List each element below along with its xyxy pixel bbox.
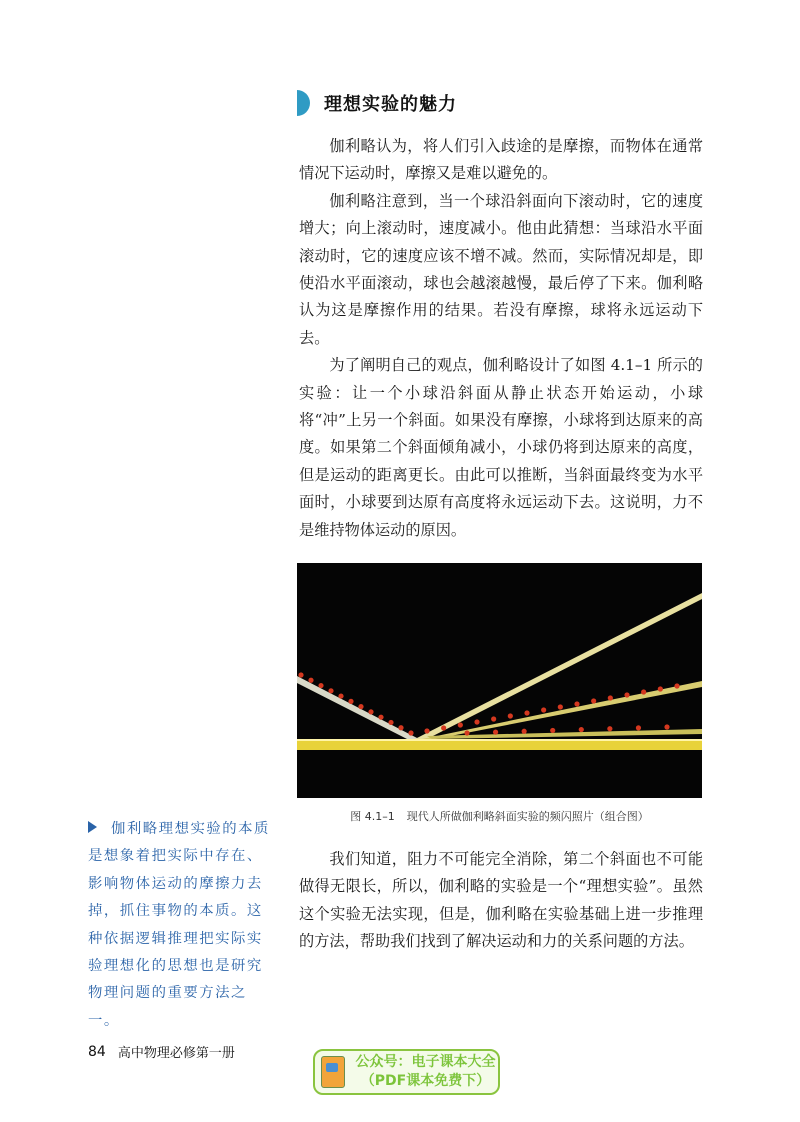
body-text-bottom (299, 846, 703, 956)
strobe-ball (464, 730, 469, 735)
strobe-ball (388, 720, 393, 725)
strobe-ball (674, 683, 679, 688)
strobe-ball (550, 728, 555, 733)
strobe-ball (308, 678, 313, 683)
strobe-ball (378, 715, 383, 720)
side-note (88, 816, 273, 1035)
strobe-ball (318, 683, 323, 688)
strobe-ball (624, 692, 629, 697)
book-title: 高中物理必修第一册 (117, 1046, 235, 1061)
strobe-ball (458, 722, 463, 727)
strobe-ball (424, 728, 429, 733)
strobe-ball (474, 719, 479, 724)
strobe-ball (541, 707, 546, 712)
strobe-ball (328, 688, 333, 693)
strobe-ball (368, 709, 373, 714)
strobe-ball (664, 724, 669, 729)
strobe-ball (408, 730, 413, 735)
figure-caption (297, 808, 702, 824)
strobe-ball (636, 725, 641, 730)
textbook-icon (321, 1056, 345, 1088)
strobe-ball (608, 695, 613, 700)
stroboscopic-photo (297, 563, 702, 798)
paragraph: 伽利略认为，将人们引入歧途的是摩擦，而物体在通常情况下运动时，摩擦又是难以避免的。 (299, 137, 703, 183)
strobe-ball (579, 727, 584, 732)
figure-caption-text: 现代人所做伽利略斜面实验的频闪照片（组合图） (406, 810, 649, 823)
paragraph: 伽利略注意到，当一个球沿斜面向下滚动时，它的速度增大；向上滚动时，速度减小。他由此猜想：当球沿水平面滚动时，它的速度应该不增不减。然而，实际情况却是，即使沿水平面滚动，球也会越滚越慢，最后停了下来。伽利略认为这是摩擦作用的结果。若没有摩擦，球将永远运动下去。 (299, 191, 703, 347)
figure-number: 图 4.1–1 (350, 810, 395, 823)
strobe-ball (641, 689, 646, 694)
strobe-ball (441, 725, 446, 730)
strobe-ball (493, 730, 498, 735)
incline-experiment-image (297, 563, 702, 798)
watermark-line-1: 公众号：电子课本大全 (355, 1054, 496, 1070)
strobe-ball (607, 726, 612, 731)
strobe-ball (398, 725, 403, 730)
heading-marker-icon (297, 90, 310, 116)
strobe-ball (522, 729, 527, 734)
strobe-ball (508, 713, 513, 718)
strobe-ball (558, 704, 563, 709)
page-footer (88, 1042, 235, 1061)
triangle-bullet-icon (88, 821, 97, 833)
paragraph: 为了阐明自己的观点，伽利略设计了如图 4.1–1 所示的实验：让一个小球沿斜面从静止状态开始运动，小球将“冲”上另一个斜面。如果没有摩擦，小球将到达原来的高度。如果第二个斜面倾角减小，小球仍将到达原来的高度，但是运动的距离更长。由此可以推断，当斜面最终变为水平面时，小球要到达原有高度将永远运动下去。这说明，力不是维持物体运动的原因。 (299, 356, 703, 539)
paragraph: 我们知道，阻力不可能完全消除，第二个斜面也不可能做得无限长，所以，伽利略的实验是一个“理想实验”。虽然这个实验无法实现，但是，伽利略在实验基础上进一步推理的方法，帮助我们找到了解决运动和力的关系问题的方法。 (299, 850, 703, 951)
strobe-ball (524, 710, 529, 715)
watermark-badge (313, 1049, 500, 1095)
section-heading (297, 88, 457, 118)
watermark-line-2: （PDF课本免费下） (360, 1073, 491, 1089)
strobe-ball (348, 699, 353, 704)
strobe-ball (358, 704, 363, 709)
page-number: 84 (88, 1043, 106, 1060)
strobe-ball (298, 672, 303, 677)
strobe-ball (338, 693, 343, 698)
strobe-ball (491, 716, 496, 721)
strobe-ball (591, 698, 596, 703)
section-title: 理想实验的魅力 (324, 94, 457, 115)
strobe-ball (658, 686, 663, 691)
strobe-ball (574, 701, 579, 706)
body-text-top (299, 133, 703, 544)
side-note-text: 伽利略理想实验的本质是想象着把实际中存在、影响物体运动的摩擦力去掉，抓住事物的本质。这种依据逻辑推理把实际实验理想化的思想也是研究物理问题的重要方法之一。 (88, 821, 270, 1029)
